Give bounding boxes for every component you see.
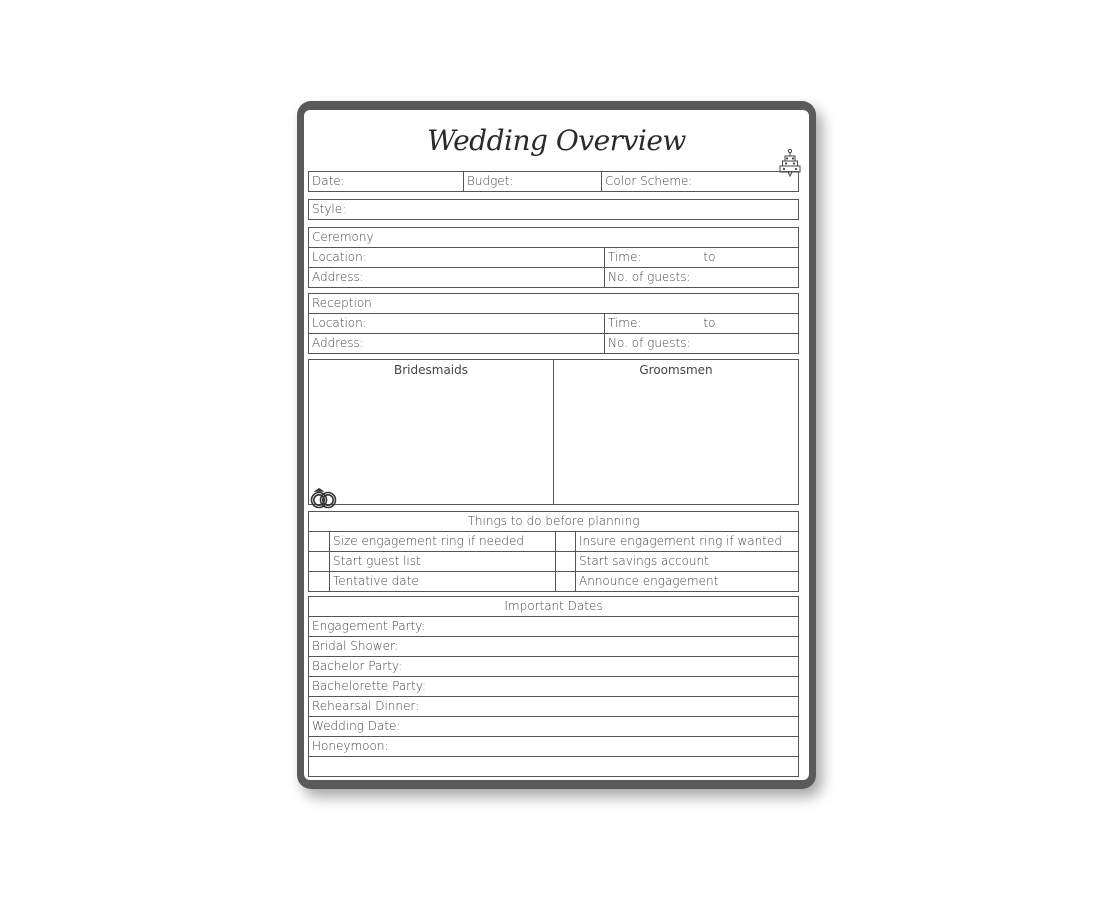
important-dates-table [308, 596, 799, 777]
ceremony-heading: Ceremony [312, 230, 374, 244]
todo-item: Start guest list [329, 552, 555, 571]
groomsmen-heading: Groomsmen [639, 363, 713, 377]
bridesmaids-heading: Bridesmaids [394, 363, 468, 377]
todo-checkbox[interactable] [309, 532, 329, 551]
color-scheme-field[interactable]: Color Scheme: [601, 172, 798, 191]
bridal-shower-field[interactable]: Bridal Shower: [312, 639, 399, 653]
blank-date-field[interactable] [309, 757, 798, 776]
todo-heading: Things to do before planning [467, 514, 640, 528]
todo-checkbox[interactable] [555, 572, 575, 591]
ceremony-location-field[interactable]: Location: [312, 250, 367, 264]
important-dates-heading: Important Dates [504, 599, 603, 613]
style-field[interactable]: Style: [312, 202, 347, 216]
reception-table [308, 293, 799, 354]
ceremony-time-label: Time: [608, 250, 642, 264]
todo-item: Size engagement ring if needed [329, 532, 555, 551]
ceremony-table [308, 227, 799, 288]
reception-time-label: Time: [608, 316, 642, 330]
budget-field[interactable]: Budget: [463, 172, 601, 191]
rehearsal-dinner-field[interactable]: Rehearsal Dinner: [312, 699, 420, 713]
wedding-party-table [308, 359, 799, 505]
bachelorette-party-field[interactable]: Bachelorette Party: [312, 679, 427, 693]
reception-time-field[interactable] [604, 314, 798, 333]
ceremony-time-to-label: to [703, 250, 716, 264]
reception-time-to-label: to [703, 316, 716, 330]
ceremony-time-field[interactable] [604, 248, 798, 267]
bachelor-party-field[interactable]: Bachelor Party: [312, 659, 403, 673]
todo-item: Announce engagement [575, 572, 798, 591]
todo-checkbox[interactable] [309, 552, 329, 571]
reception-address-field[interactable]: Address: [312, 336, 364, 350]
engagement-party-field[interactable]: Engagement Party: [312, 619, 426, 633]
planner-page [304, 110, 809, 780]
todo-row [309, 571, 798, 591]
todo-row [309, 551, 798, 571]
style-table [308, 199, 799, 220]
bridesmaids-column[interactable] [309, 360, 553, 504]
date-field[interactable]: Date: [312, 174, 345, 188]
groomsmen-column[interactable] [553, 360, 798, 504]
todo-table [308, 511, 799, 592]
todo-checkbox[interactable] [309, 572, 329, 591]
wedding-rings-icon [309, 488, 339, 510]
todo-item: Tentative date [329, 572, 555, 591]
page-title: Wedding Overview [427, 124, 686, 157]
todo-row [309, 531, 798, 551]
reception-guests-field[interactable]: No. of guests: [604, 334, 798, 353]
todo-item: Start savings account [575, 552, 798, 571]
reception-location-field[interactable]: Location: [312, 316, 367, 330]
wedding-date-field[interactable]: Wedding Date: [312, 719, 401, 733]
tablet-frame [297, 101, 816, 789]
honeymoon-field[interactable]: Honeymoon: [312, 739, 389, 753]
todo-checkbox[interactable] [555, 532, 575, 551]
overview-header-table [308, 171, 799, 192]
ceremony-address-field[interactable]: Address: [312, 270, 364, 284]
todo-checkbox[interactable] [555, 552, 575, 571]
reception-heading: Reception [312, 296, 372, 310]
ceremony-guests-field[interactable]: No. of guests: [604, 268, 798, 287]
todo-item: Insure engagement ring if wanted [575, 532, 798, 551]
